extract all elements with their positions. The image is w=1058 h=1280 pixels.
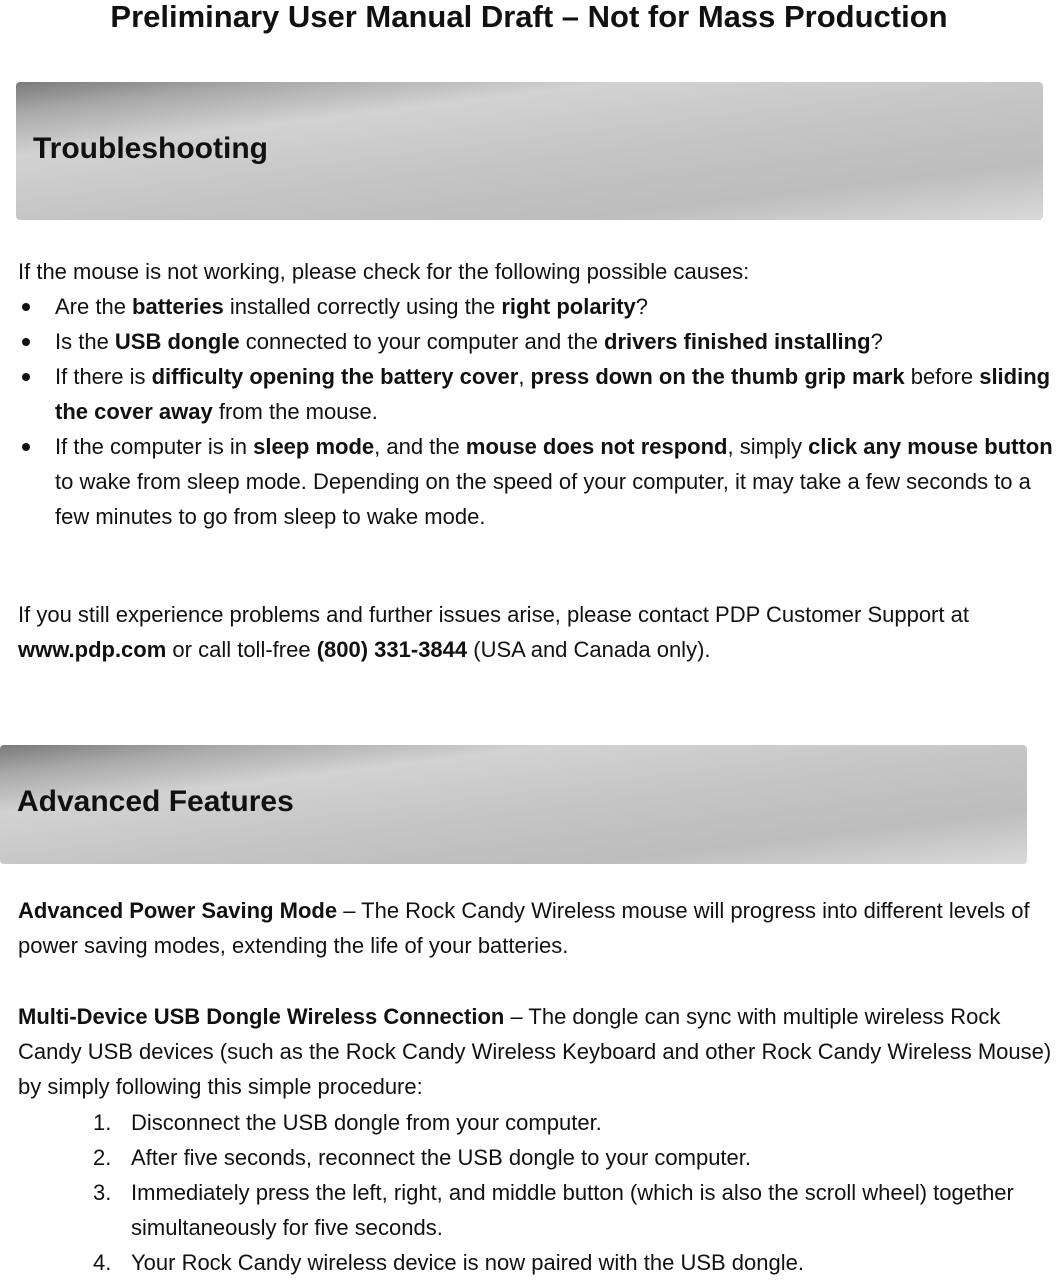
list-item	[93, 1105, 1043, 1140]
bold-text: press down on the thumb grip mark	[530, 364, 905, 389]
troubleshooting-list	[17, 289, 1057, 534]
text-run: ,	[518, 364, 531, 389]
bold-text: mouse does not respond	[465, 434, 728, 459]
step-number: 4.	[93, 1250, 112, 1275]
list-item	[93, 1140, 1043, 1175]
step-text: Immediately press the left, right, and middle button (which is also the scroll wheel) together simultaneously for five seconds.	[131, 1180, 1014, 1240]
advanced-features-banner	[0, 745, 1027, 864]
pairing-steps-list	[93, 1105, 1043, 1280]
text-run: ?	[635, 294, 649, 319]
text-run: from the mouse.	[212, 399, 378, 424]
step-number: 2.	[93, 1145, 112, 1170]
list-item	[93, 1175, 1043, 1245]
troubleshooting-intro: If the mouse is not working, please check for the following possible causes:	[18, 259, 750, 284]
list-item	[17, 289, 1057, 324]
list-item	[17, 359, 1057, 429]
text-run: to wake from sleep mode. Depending on the speed of your computer, it may take a few seconds to a few minutes to go from sleep to wake mode.	[55, 469, 1031, 529]
text-run: connected to your computer and the	[239, 329, 605, 354]
step-text: Your Rock Candy wireless device is now paired with the USB dongle.	[131, 1250, 804, 1275]
advanced-features-heading: Advanced Features	[17, 785, 294, 818]
step-number: 1.	[93, 1110, 112, 1135]
bold-text: drivers finished installing	[604, 329, 871, 354]
text-run: ?	[870, 329, 883, 354]
bold-text: batteries	[132, 294, 224, 319]
text-run: – The dongle can sync with multiple wireless Rock Candy USB devices (such as the Rock Candy Wireless Keyboard and other Rock Candy Wireless Mouse) by simply following this simple procedure:	[18, 1004, 1052, 1099]
text-run: (USA and Canada only).	[467, 637, 711, 662]
bold-text: www.pdp.com	[18, 637, 167, 662]
step-number: 3.	[93, 1180, 112, 1205]
bold-text: sleep mode	[253, 434, 375, 459]
text-run: installed correctly using the	[223, 294, 502, 319]
step-text: After five seconds, reconnect the USB dongle to your computer.	[131, 1145, 752, 1170]
text-run: Are the	[55, 294, 133, 319]
list-item	[93, 1245, 1043, 1280]
bold-text: click any mouse button	[808, 434, 1053, 459]
multi-device-paragraph	[18, 999, 1058, 1104]
bold-text: right polarity	[501, 294, 636, 319]
bold-text: Multi-Device USB Dongle Wireless Connection	[18, 1004, 505, 1029]
troubleshooting-heading: Troubleshooting	[33, 132, 268, 165]
text-run: or call toll-free	[166, 637, 317, 662]
bold-text: Advanced Power Saving Mode	[18, 898, 338, 923]
list-item	[17, 324, 1057, 359]
text-run: , and the	[374, 434, 466, 459]
text-run: If the computer is in	[55, 434, 254, 459]
text-run: If you still experience problems and further issues arise, please contact PDP Customer Support at	[18, 602, 969, 627]
power-saving-paragraph	[18, 893, 1048, 963]
text-run: – The Rock Candy Wireless mouse will progress into different levels of power saving modes, extending the life of your batteries.	[18, 898, 1030, 958]
bold-text: sliding the cover away	[55, 364, 1051, 424]
troubleshooting-banner	[16, 82, 1043, 220]
step-text: Disconnect the USB dongle from your computer.	[131, 1110, 602, 1135]
text-run: Is the	[55, 329, 115, 354]
list-item	[17, 429, 1057, 534]
text-run: , simply	[727, 434, 809, 459]
bold-text: (800) 331-3844	[316, 637, 468, 662]
support-paragraph	[18, 597, 1048, 667]
text-run: If there is	[55, 364, 152, 389]
bold-text: difficulty opening the battery cover	[151, 364, 519, 389]
page-title: Preliminary User Manual Draft – Not for Mass Production	[110, 0, 948, 34]
bold-text: USB dongle	[114, 329, 240, 354]
text-run: before	[904, 364, 980, 389]
